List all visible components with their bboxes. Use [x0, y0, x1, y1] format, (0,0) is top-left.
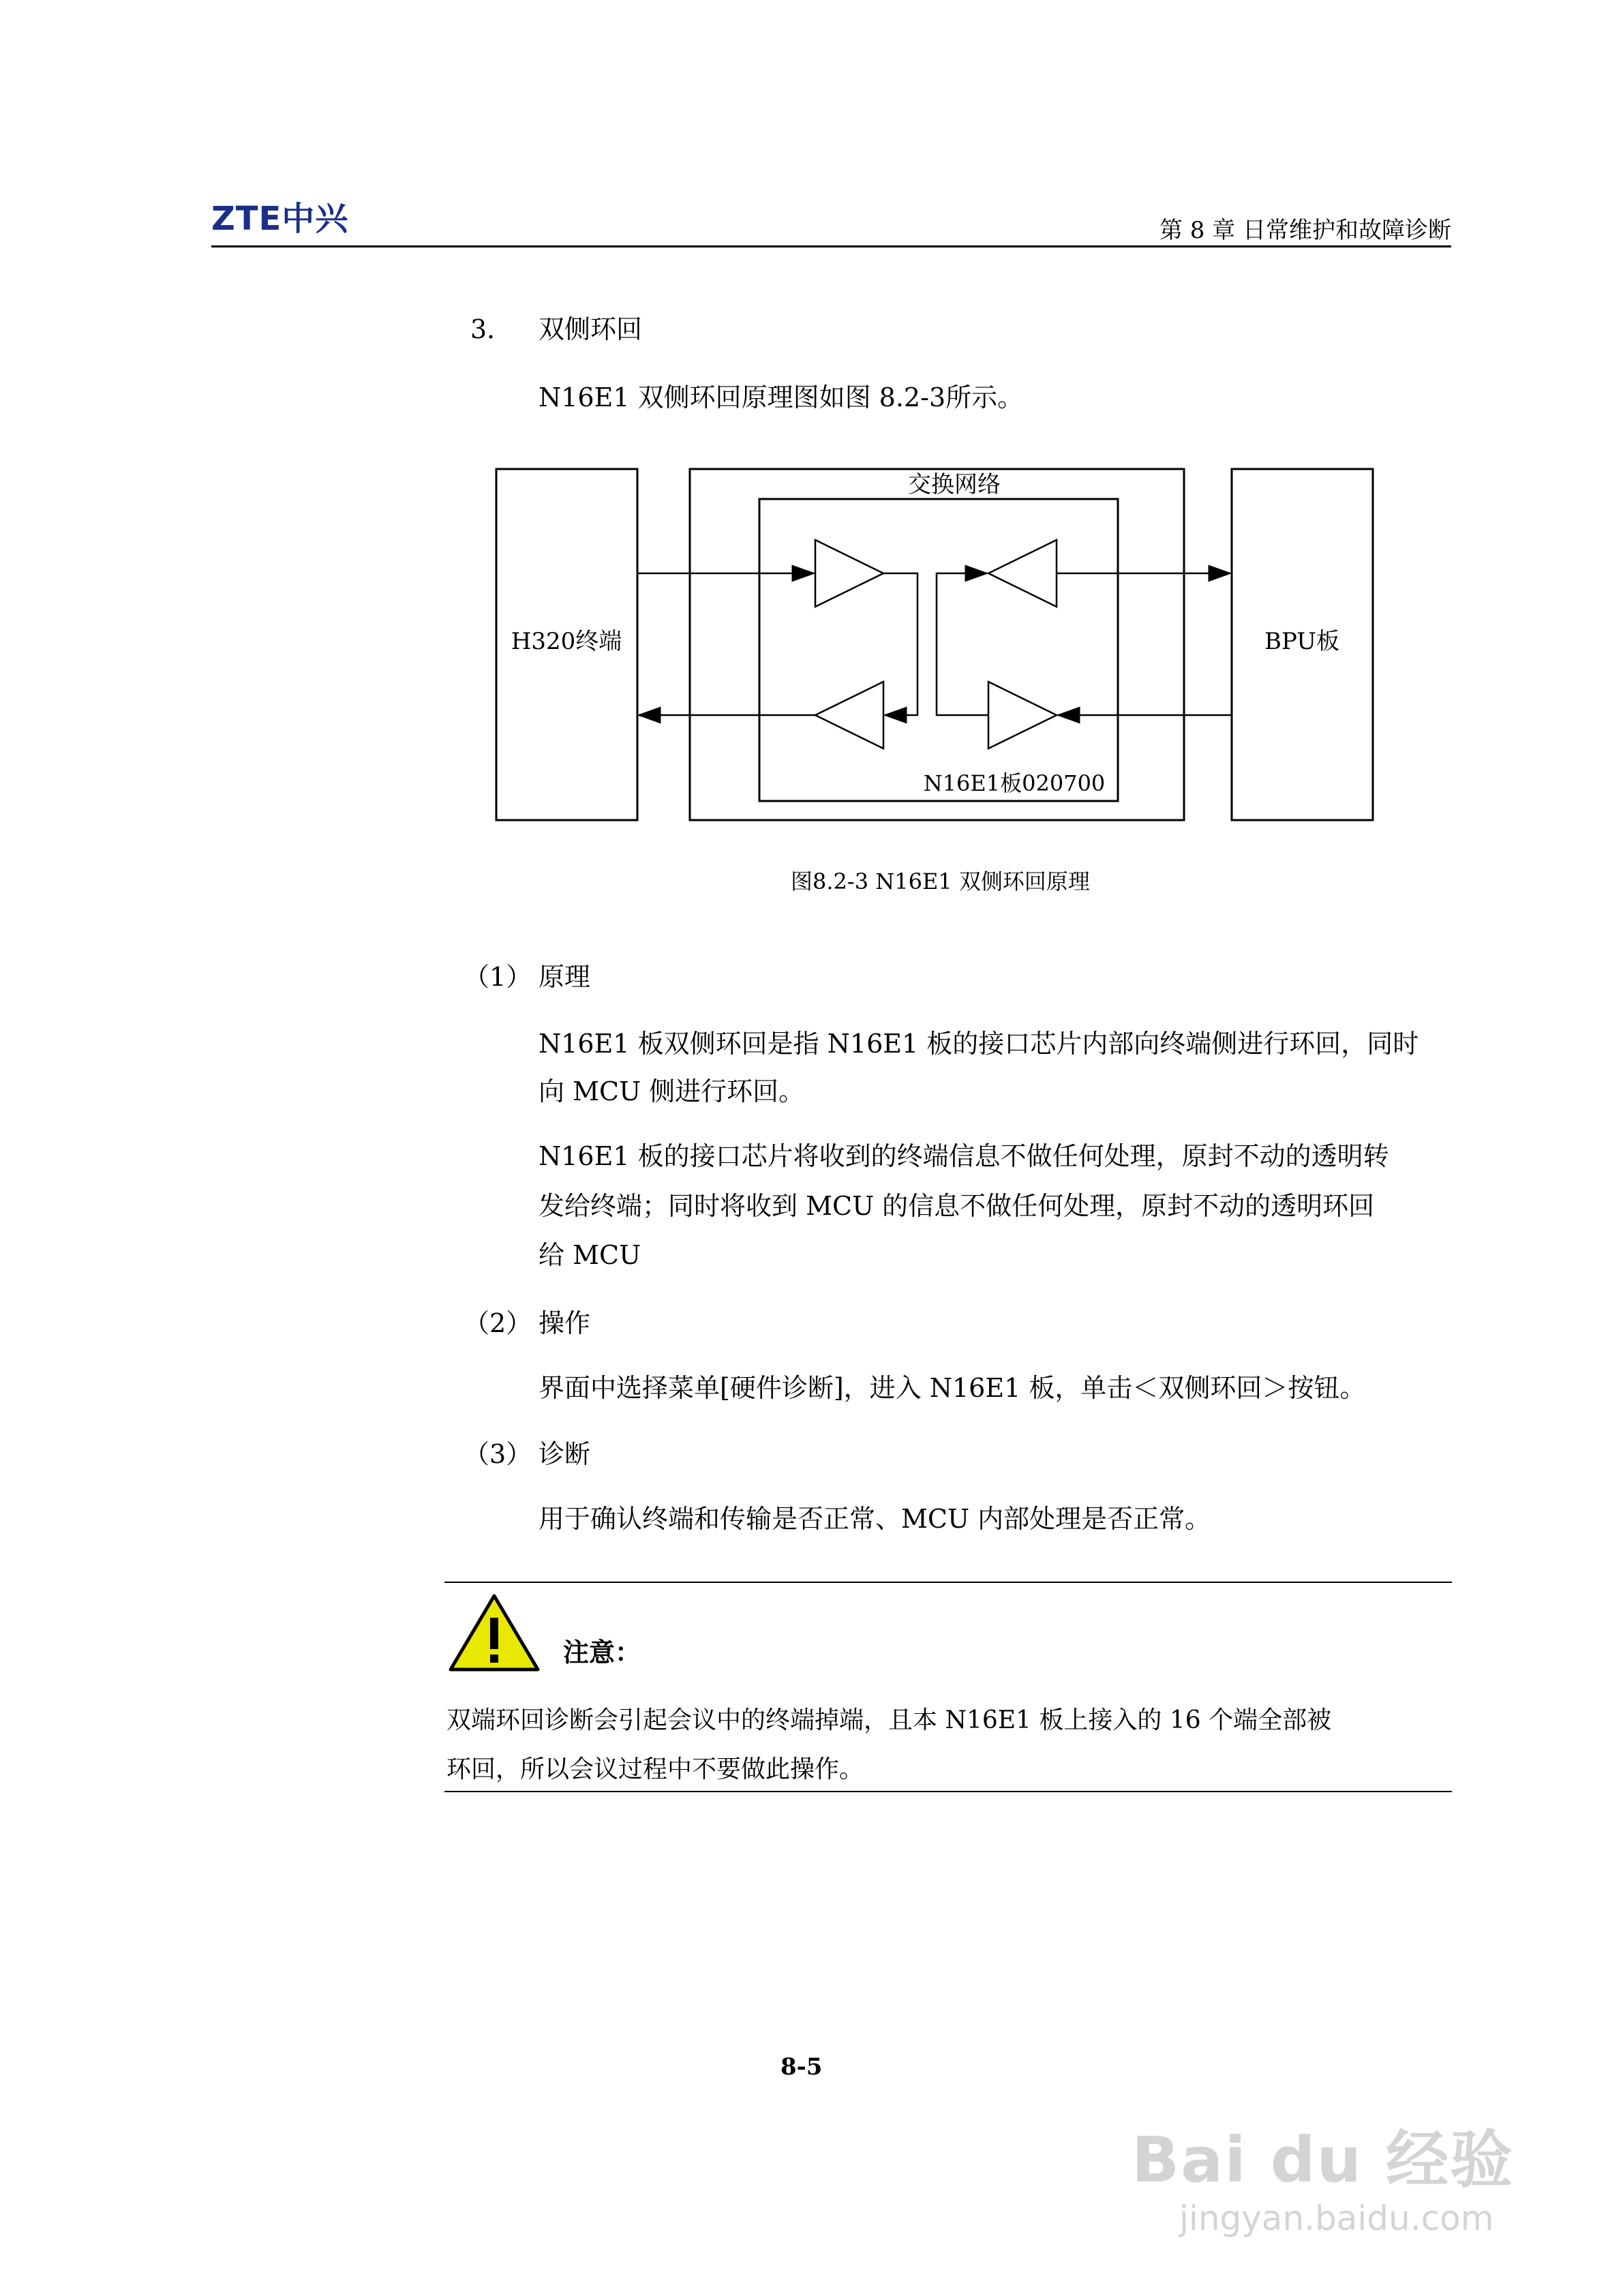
buffer-top-right	[988, 540, 1057, 607]
item-1-line-1: N16E1 板双侧环回是指 N16E1 板的接口芯片内部向终端侧进行环回，同时	[539, 1029, 1419, 1059]
item-3-line-1: 用于确认终端和传输是否正常、MCU 内部处理是否正常。	[539, 1504, 1211, 1534]
note-top-rule	[444, 1582, 1452, 1583]
h320-terminal-label: H320终端	[511, 628, 622, 655]
figure-caption: 图8.2-3 N16E1 双侧环回原理	[791, 868, 1090, 894]
note-line-2: 环回，所以会议过程中不要做此操作。	[446, 1755, 864, 1783]
item-3-title: 诊断	[539, 1439, 591, 1469]
section-number: 3．	[470, 314, 513, 344]
loop-terminal-side	[883, 573, 917, 715]
loopback-diagram	[0, 0, 1623, 886]
n16e1-board-box	[759, 499, 1118, 801]
note-bottom-rule	[444, 1791, 1452, 1792]
section-title: 双侧环回	[539, 314, 643, 344]
warning-icon	[446, 1592, 542, 1674]
item-1-line-2: 向 MCU 侧进行环回。	[539, 1076, 805, 1106]
chapter-title: 第 8 章 日常维护和故障诊断	[1159, 217, 1451, 244]
item-1-line-5: 给 MCU	[539, 1240, 641, 1270]
n16e1-board-label: N16E1板020700	[923, 770, 1106, 796]
item-3-number: （3）	[464, 1439, 532, 1469]
section-intro: N16E1 双侧环回原理图如图 8.2-3所示。	[539, 382, 1024, 412]
baidu-watermark-url: jingyan.baidu.com	[1179, 2199, 1494, 2238]
page-number: 8-5	[780, 2053, 823, 2081]
bpu-board-label: BPU板	[1264, 628, 1339, 655]
item-1-line-4: 发给终端；同时将收到 MCU 的信息不做任何处理，原封不动的透明环回	[539, 1191, 1375, 1221]
note-line-1: 双端环回诊断会引起会议中的终端掉端，且本 N16E1 板上接入的 16 个端全部被	[446, 1706, 1332, 1734]
item-2-number: （2）	[464, 1308, 532, 1338]
item-1-line-3: N16E1 板的接口芯片将收到的终端信息不做任何处理，原封不动的透明转	[539, 1141, 1389, 1171]
item-1-title: 原理	[539, 962, 591, 992]
note-heading: 注意：	[563, 1637, 641, 1667]
buffer-bottom-left	[815, 682, 883, 749]
item-1-number: （1）	[464, 962, 532, 992]
zte-logo: ZTE中兴	[211, 200, 349, 238]
loop-mcu-side	[937, 573, 988, 715]
buffer-top-left	[815, 540, 883, 607]
baidu-watermark: Bai du 经验	[1132, 2124, 1515, 2196]
item-2-title: 操作	[539, 1308, 591, 1338]
buffer-bottom-right	[988, 682, 1057, 749]
item-2-line-1: 界面中选择菜单[硬件诊断]，进入 N16E1 板，单击＜双侧环回＞按钮。	[539, 1373, 1366, 1403]
switch-network-label: 交换网络	[908, 471, 1001, 498]
